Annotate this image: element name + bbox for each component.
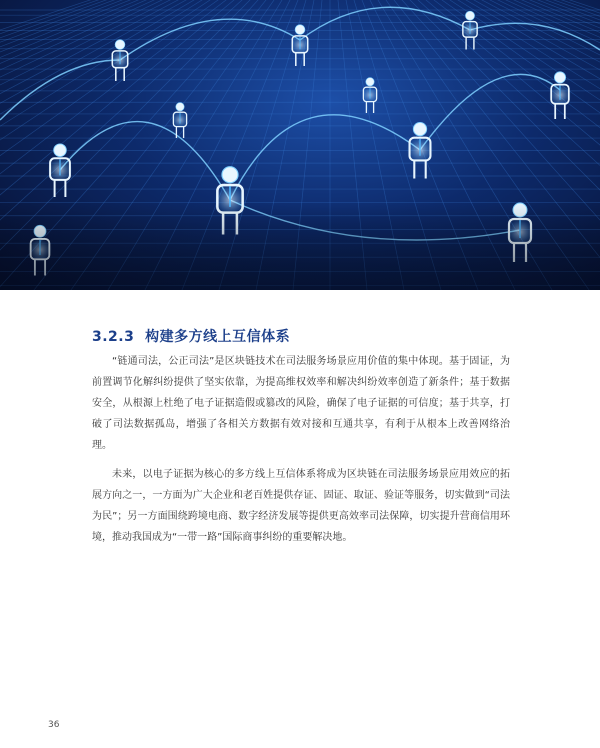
- section-number: 3.2.3: [92, 329, 135, 345]
- body-paragraph-2: 未来，以电子证据为核心的多方线上互信体系将成为区块链在司法服务场景应用效应的拓展方向之一，一方面为广大企业和老百姓提供存证、固证、取证、验证等服务，切实做到“司法为民”；另一方面围绕跨境电商、数字经济发展等提供更高效率司法保障，切实提升营商信用环境，推动我国成为“一带一路”国际商事纠纷的重要解决地。: [92, 469, 510, 543]
- body-paragraph-1: “链通司法，公正司法”是区块链技术在司法服务场景应用价值的集中体现。基于固证，为前置调节化解纠纷提供了坚实依靠，为提高维权效率和解决纠纷效率创造了新条件；基于数据安全，从根源上杜绝了电子证据造假或篡改的风险，确保了电子证据的可信度；基于共享，打破了司法数据孤岛，增强了各相关方数据有效对接和互通共享，有利于从根本上改善网络治理。: [92, 356, 510, 451]
- section-title: 构建多方线上互信体系: [145, 329, 291, 345]
- hero-image: [0, 0, 600, 290]
- section-heading: [92, 326, 290, 346]
- page-number: 36: [48, 720, 60, 730]
- network-people-icon: [0, 0, 600, 290]
